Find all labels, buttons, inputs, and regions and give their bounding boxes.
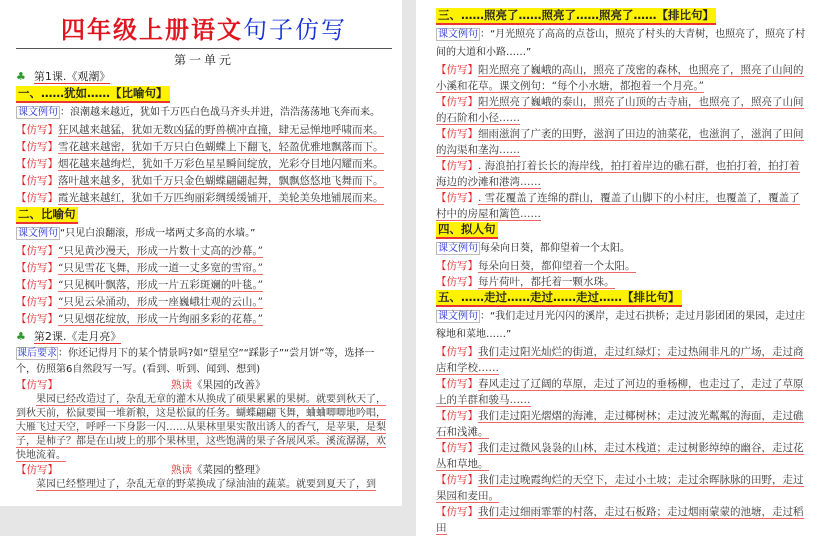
lesson-heading: ♣ 第1课.《观潮》: [16, 70, 111, 83]
imitation-sentence: 【仿写】我们走过阳光灿烂的街道，走过红绿灯；走过热闹非凡的广场，走过商店和学校……: [436, 346, 804, 374]
imitation-sentence: 【仿写】每片荷叶，都托着一颗水珠。: [436, 276, 615, 288]
imitation-sentence: 【仿写】狂风越来越猛，犹如无数凶猛的野兽横冲直撞，肆无忌惮地呼啸而来。: [16, 124, 384, 136]
section-heading: 二、比喻句: [16, 207, 78, 224]
lesson-heading: ♣ 第2课.《走月亮》: [16, 330, 122, 343]
section-heading: 三、……照亮了……照亮了……照亮了……【排比句】: [436, 8, 716, 25]
imitation-label: 【仿写】 熟读《菜园的整理》: [16, 464, 266, 476]
section-heading: 四、拟人句: [436, 222, 498, 239]
example-sentence: 课文例句 ：浪潮越来越近，犹如千万匹白色战马齐头并进，浩浩荡荡地飞奔而来。: [18, 107, 380, 118]
paragraph: 菜园已经整理过了，杂乱无章的野菜换成了绿油油的蔬菜。就要到夏天了，到: [36, 479, 376, 490]
imitation-sentence: 【仿写】阳光照亮了巍峨的泰山，照亮了山顶的古寺庙，也照亮了，照亮了山间的石阶和小径……: [436, 96, 804, 124]
paragraph: 果园已经改造过了，杂乱无章的灌木从换成了硕果累累的果树。就要到秋天了，到秋天前，松鼠要囤一堆新粮，这是松鼠的任务。蝴蝶翩翩飞舞，蛐蛐唧唧地吟唱，大雁飞过天空，呼呼一下身影一闪……从果林里果实散出诱人的香气，是苹果，是梨子，是柿子？都是在山坡上的那个果林里，这些饱满的果子各展风采。溪流潺潺，欢快地流着。: [16, 394, 386, 461]
section-heading: 一、……犹如……【比喻句】: [16, 86, 170, 103]
imitation-label: 【仿写】 熟读《果园的改善》: [16, 379, 266, 391]
unit-heading: 第一单元: [173, 53, 234, 67]
imitation-sentence: 【仿写】我们走过晚霞绚烂的天空下，走过小土坡；走过余晖脉脉的田野，走过果园和麦田。: [436, 474, 804, 502]
example-sentence: 课文例句 ：“月光照亮了高高的点苍山，照亮了村头的大青树，也照亮了，照亮了村间的大道和小路……”: [436, 29, 806, 58]
right-page: [416, 0, 820, 536]
tree-icon: ♣: [16, 70, 26, 83]
imitation-sentence: 【仿写】. 海浪拍打着长长的海岸线，拍打着岸边的礁石群，也拍打着，拍打着海边的沙滩和港湾……: [436, 160, 800, 188]
imitation-sentence: 【仿写】“只见烟花绽放，形成一片绚丽多彩的花幕。”: [16, 313, 263, 325]
tree-icon: ♣: [16, 330, 26, 343]
imitation-sentence: 【仿写】“只见云朵涌动，形成一座巍峨壮观的云山。”: [16, 296, 263, 308]
imitation-sentence: 【仿写】我们走过阳光熠熠的海滩，走过椰树林；走过波光粼粼的海面，走过礁石和浅滩。: [436, 410, 804, 438]
document-title: 四年级上册语文句子仿写: [61, 16, 347, 44]
example-sentence: 课文例句 “只见白浪翻滚，形成一堵两丈多高的水墙。”: [18, 228, 256, 239]
imitation-sentence: 【仿写】雪花越来越密，犹如千万只白色蝴蝶上下翻飞，轻盈优雅地飘落而下。: [16, 141, 384, 153]
imitation-sentence: 【仿写】“只见黄沙漫天，形成一片数十丈高的沙幕。”: [16, 245, 263, 257]
assignment-requirement: 课后要求：你还记得月下的某个情景吗?如“望星空”“踩影子”“尝月饼”等，选择一个，仿照第6自然段写一写。(看到、听到、闻到、想到): [16, 348, 375, 375]
imitation-sentence: 【仿写】阳光照亮了巍峨的高山，照亮了茂密的森林，也照亮了，照亮了山间的小溪和花草。课文例句：“每个小水塘，都抱着一个月亮。”: [436, 64, 804, 92]
imitation-sentence: 【仿写】烟花越来越绚烂，犹如千万彩色星星瞬间绽放，光彩夺目地闪耀而来。: [16, 158, 384, 170]
imitation-sentence: 【仿写】落叶越来越多，犹如千万只金色蝴蝶翩翩起舞，飘飘悠悠地飞舞而下。: [16, 175, 384, 187]
section-heading: 五、……走过……走过……走过……【排比句】: [436, 290, 682, 307]
imitation-sentence: 【仿写】我们走过细雨霏霏的村落，走过石板路；走过烟雨蒙蒙的池塘，走过稻田: [436, 506, 804, 534]
imitation-sentence: 【仿写】每朵向日葵，都仰望着一个太阳。: [436, 260, 636, 272]
imitation-sentence: 【仿写】春风走过了辽阔的草原，走过了河边的垂杨柳，也走过了，走过了草原上的羊群和骏马……: [436, 378, 804, 406]
imitation-sentence: 【仿写】“只见枫叶飘落，形成一片五彩斑斓的叶毯。”: [16, 279, 263, 291]
imitation-sentence: 【仿写】细雨滋润了广袤的田野，滋润了田边的油菜花，也滋润了，滋润了田间的沟渠和垄沟……: [436, 128, 804, 156]
imitation-sentence: 【仿写】. 雪花覆盖了连绵的群山，覆盖了山脚下的小村庄，也覆盖了，覆盖了村中的房屋和篱笆……: [436, 192, 800, 220]
example-sentence: 课文例句 ：“我们走过月光闪闪的溪岸，走过石拱桥；走过月影团团的果园，走过庄稼地和菜地……”: [436, 311, 806, 340]
example-sentence: 课文例句 每朵向日葵，都仰望着一个太阳。: [438, 243, 630, 254]
divider: [16, 48, 392, 49]
imitation-sentence: 【仿写】“只见雪花飞舞，形成一道一丈多宽的雪帘。”: [16, 262, 263, 274]
left-page: [0, 0, 402, 506]
imitation-sentence: 【仿写】霞光越来越红，犹如千万匹绚丽彩绸缓缓铺开，美轮美奂地铺展而来。: [16, 192, 384, 204]
imitation-sentence: 【仿写】我们走过微风袅袅的山林，走过木栈道；走过树影绰绰的幽谷，走过花丛和草地。: [436, 442, 804, 470]
